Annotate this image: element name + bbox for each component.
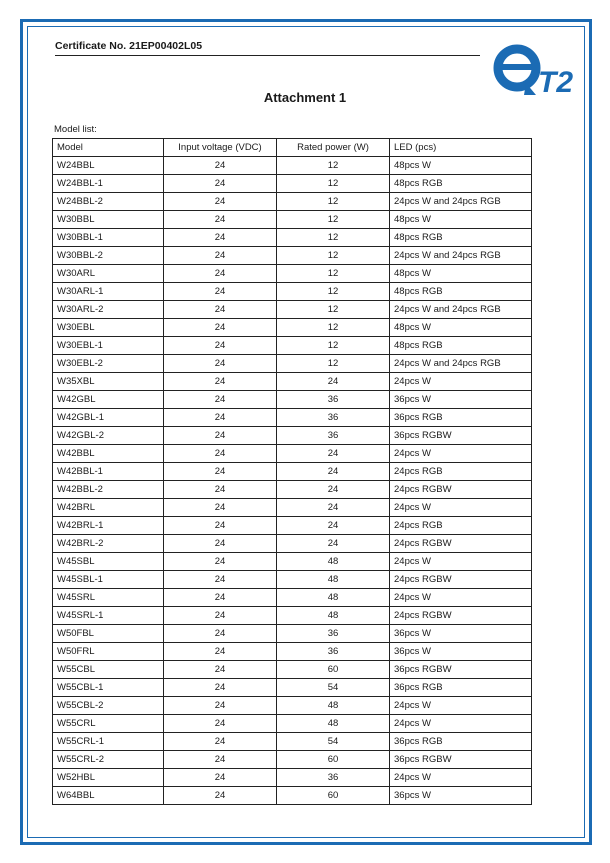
- led-cell: 24pcs W and 24pcs RGB: [390, 247, 532, 265]
- rated-power-cell: 12: [277, 247, 390, 265]
- led-cell: 24pcs W: [390, 445, 532, 463]
- input-voltage-cell: 24: [164, 193, 277, 211]
- input-voltage-cell: 24: [164, 769, 277, 787]
- led-cell: 48pcs RGB: [390, 283, 532, 301]
- led-cell: 36pcs RGB: [390, 679, 532, 697]
- rated-power-cell: 60: [277, 661, 390, 679]
- model-cell: W35XBL: [53, 373, 164, 391]
- table-row: [53, 409, 532, 427]
- rated-power-cell: 24: [277, 373, 390, 391]
- led-cell: 48pcs W: [390, 265, 532, 283]
- model-cell: W24BBL: [53, 157, 164, 175]
- table-row: [53, 157, 532, 175]
- table-row: [53, 751, 532, 769]
- rated-power-cell: 36: [277, 769, 390, 787]
- input-voltage-cell: 24: [164, 697, 277, 715]
- model-cell: W42GBL: [53, 391, 164, 409]
- led-cell: 48pcs W: [390, 157, 532, 175]
- rated-power-cell: 24: [277, 535, 390, 553]
- table-row: [53, 463, 532, 481]
- rated-power-cell: 36: [277, 427, 390, 445]
- table-row: [53, 175, 532, 193]
- model-cell: W30BBL-1: [53, 229, 164, 247]
- rated-power-cell: 48: [277, 571, 390, 589]
- rated-power-cell: 12: [277, 211, 390, 229]
- rated-power-cell: 12: [277, 283, 390, 301]
- model-cell: W30EBL: [53, 319, 164, 337]
- rated-power-cell: 60: [277, 751, 390, 769]
- rated-power-cell: 24: [277, 499, 390, 517]
- page-title: Attachment 1: [263, 90, 347, 105]
- rated-power-cell: 12: [277, 355, 390, 373]
- table-row: [53, 571, 532, 589]
- column-header-led: LED (pcs): [390, 139, 532, 157]
- table-row: [53, 769, 532, 787]
- table-row: [53, 355, 532, 373]
- table-row: [53, 499, 532, 517]
- model-cell: W30ARL-2: [53, 301, 164, 319]
- rated-power-cell: 36: [277, 625, 390, 643]
- led-cell: 24pcs W: [390, 715, 532, 733]
- table-row: [53, 481, 532, 499]
- input-voltage-cell: 24: [164, 445, 277, 463]
- table-row: [53, 229, 532, 247]
- model-cell: W45SRL-1: [53, 607, 164, 625]
- rated-power-cell: 12: [277, 301, 390, 319]
- rated-power-cell: 12: [277, 319, 390, 337]
- input-voltage-cell: 24: [164, 625, 277, 643]
- table-row: [53, 697, 532, 715]
- led-cell: 24pcs RGBW: [390, 535, 532, 553]
- model-cell: W42GBL-1: [53, 409, 164, 427]
- table-header-row: [53, 139, 532, 157]
- model-cell: W45SBL: [53, 553, 164, 571]
- table-row: [53, 193, 532, 211]
- rated-power-cell: 36: [277, 643, 390, 661]
- model-cell: W30ARL-1: [53, 283, 164, 301]
- rated-power-cell: 24: [277, 445, 390, 463]
- input-voltage-cell: 24: [164, 679, 277, 697]
- rated-power-cell: 12: [277, 229, 390, 247]
- input-voltage-cell: 24: [164, 229, 277, 247]
- led-cell: 24pcs W: [390, 499, 532, 517]
- model-cell: W42BRL-2: [53, 535, 164, 553]
- rated-power-cell: 48: [277, 589, 390, 607]
- table-body: [53, 157, 532, 805]
- input-voltage-cell: 24: [164, 175, 277, 193]
- led-cell: 36pcs RGB: [390, 733, 532, 751]
- input-voltage-cell: 24: [164, 427, 277, 445]
- led-cell: 36pcs RGB: [390, 409, 532, 427]
- rated-power-cell: 12: [277, 265, 390, 283]
- table-row: [53, 625, 532, 643]
- table-row: [53, 679, 532, 697]
- input-voltage-cell: 24: [164, 301, 277, 319]
- rated-power-cell: 24: [277, 481, 390, 499]
- led-cell: 24pcs W: [390, 769, 532, 787]
- input-voltage-cell: 24: [164, 481, 277, 499]
- input-voltage-cell: 24: [164, 571, 277, 589]
- input-voltage-cell: 24: [164, 391, 277, 409]
- model-cell: W50FBL: [53, 625, 164, 643]
- column-header-input-voltage: Input voltage (VDC): [164, 139, 277, 157]
- rated-power-cell: 48: [277, 553, 390, 571]
- model-cell: W45SBL-1: [53, 571, 164, 589]
- rated-power-cell: 48: [277, 607, 390, 625]
- table-row: [53, 301, 532, 319]
- led-cell: 48pcs W: [390, 211, 532, 229]
- led-cell: 24pcs RGBW: [390, 481, 532, 499]
- table-row: [53, 517, 532, 535]
- input-voltage-cell: 24: [164, 463, 277, 481]
- input-voltage-cell: 24: [164, 517, 277, 535]
- led-cell: 48pcs RGB: [390, 175, 532, 193]
- table-row: [53, 427, 532, 445]
- table-row: [53, 211, 532, 229]
- input-voltage-cell: 24: [164, 499, 277, 517]
- table-row: [53, 283, 532, 301]
- led-cell: 24pcs W: [390, 697, 532, 715]
- table-row: [53, 391, 532, 409]
- table-row: [53, 319, 532, 337]
- table-row: [53, 661, 532, 679]
- rated-power-cell: 48: [277, 697, 390, 715]
- table-row: [53, 265, 532, 283]
- table-row: [53, 715, 532, 733]
- input-voltage-cell: 24: [164, 751, 277, 769]
- model-cell: W42BBL-1: [53, 463, 164, 481]
- rated-power-cell: 12: [277, 337, 390, 355]
- led-cell: 24pcs W: [390, 553, 532, 571]
- led-cell: 36pcs RGBW: [390, 751, 532, 769]
- input-voltage-cell: 24: [164, 157, 277, 175]
- model-cell: W55CBL-1: [53, 679, 164, 697]
- led-cell: 24pcs W: [390, 589, 532, 607]
- model-cell: W30EBL-2: [53, 355, 164, 373]
- rated-power-cell: 54: [277, 679, 390, 697]
- table-row: [53, 373, 532, 391]
- rated-power-cell: 36: [277, 391, 390, 409]
- input-voltage-cell: 24: [164, 211, 277, 229]
- led-cell: 24pcs W and 24pcs RGB: [390, 355, 532, 373]
- model-cell: W42GBL-2: [53, 427, 164, 445]
- input-voltage-cell: 24: [164, 733, 277, 751]
- column-header-model: Model: [53, 139, 164, 157]
- rated-power-cell: 24: [277, 517, 390, 535]
- input-voltage-cell: 24: [164, 607, 277, 625]
- input-voltage-cell: 24: [164, 787, 277, 805]
- table-row: [53, 787, 532, 805]
- model-table: [52, 138, 532, 805]
- table-row: [53, 445, 532, 463]
- input-voltage-cell: 24: [164, 247, 277, 265]
- model-cell: W24BBL-1: [53, 175, 164, 193]
- model-cell: W24BBL-2: [53, 193, 164, 211]
- rated-power-cell: 48: [277, 715, 390, 733]
- led-cell: 36pcs W: [390, 391, 532, 409]
- input-voltage-cell: 24: [164, 553, 277, 571]
- model-cell: W42BRL-1: [53, 517, 164, 535]
- input-voltage-cell: 24: [164, 355, 277, 373]
- model-cell: W55CRL-2: [53, 751, 164, 769]
- led-cell: 36pcs RGBW: [390, 661, 532, 679]
- led-cell: 24pcs W and 24pcs RGB: [390, 301, 532, 319]
- model-list-label: Model list:: [54, 124, 97, 135]
- input-voltage-cell: 24: [164, 337, 277, 355]
- input-voltage-cell: 24: [164, 265, 277, 283]
- model-cell: W30BBL: [53, 211, 164, 229]
- model-cell: W55CRL: [53, 715, 164, 733]
- table-row: [53, 247, 532, 265]
- table-row: [53, 337, 532, 355]
- model-cell: W42BBL: [53, 445, 164, 463]
- column-header-rated-power: Rated power (W): [277, 139, 390, 157]
- certificate-number: Certificate No. 21EP00402L05: [55, 40, 203, 52]
- model-cell: W55CBL-2: [53, 697, 164, 715]
- table-row: [53, 733, 532, 751]
- rated-power-cell: 12: [277, 157, 390, 175]
- model-cell: W50FRL: [53, 643, 164, 661]
- led-cell: 24pcs RGBW: [390, 571, 532, 589]
- rated-power-cell: 12: [277, 193, 390, 211]
- model-cell: W55CRL-1: [53, 733, 164, 751]
- input-voltage-cell: 24: [164, 283, 277, 301]
- model-cell: W30BBL-2: [53, 247, 164, 265]
- rated-power-cell: 24: [277, 463, 390, 481]
- rated-power-cell: 60: [277, 787, 390, 805]
- input-voltage-cell: 24: [164, 409, 277, 427]
- model-cell: W45SRL: [53, 589, 164, 607]
- table-row: [53, 607, 532, 625]
- led-cell: 36pcs RGBW: [390, 427, 532, 445]
- led-cell: 48pcs RGB: [390, 337, 532, 355]
- input-voltage-cell: 24: [164, 319, 277, 337]
- model-cell: W42BBL-2: [53, 481, 164, 499]
- led-cell: 24pcs RGBW: [390, 607, 532, 625]
- led-cell: 24pcs W and 24pcs RGB: [390, 193, 532, 211]
- model-cell: W30ARL: [53, 265, 164, 283]
- rated-power-cell: 54: [277, 733, 390, 751]
- model-cell: W30EBL-1: [53, 337, 164, 355]
- model-cell: W64BBL: [53, 787, 164, 805]
- header-divider: [55, 55, 480, 56]
- input-voltage-cell: 24: [164, 661, 277, 679]
- table-row: [53, 643, 532, 661]
- logo-text: T2: [538, 66, 574, 99]
- led-cell: 36pcs W: [390, 643, 532, 661]
- model-cell: W52HBL: [53, 769, 164, 787]
- table-row: [53, 553, 532, 571]
- led-cell: 24pcs RGB: [390, 517, 532, 535]
- input-voltage-cell: 24: [164, 535, 277, 553]
- table-row: [53, 589, 532, 607]
- rated-power-cell: 12: [277, 175, 390, 193]
- led-cell: 48pcs RGB: [390, 229, 532, 247]
- rated-power-cell: 36: [277, 409, 390, 427]
- input-voltage-cell: 24: [164, 373, 277, 391]
- led-cell: 24pcs W: [390, 373, 532, 391]
- led-cell: 36pcs W: [390, 625, 532, 643]
- model-cell: W55CBL: [53, 661, 164, 679]
- input-voltage-cell: 24: [164, 589, 277, 607]
- input-voltage-cell: 24: [164, 715, 277, 733]
- led-cell: 24pcs RGB: [390, 463, 532, 481]
- input-voltage-cell: 24: [164, 643, 277, 661]
- led-cell: 36pcs W: [390, 787, 532, 805]
- model-cell: W42BRL: [53, 499, 164, 517]
- table-row: [53, 535, 532, 553]
- led-cell: 48pcs W: [390, 319, 532, 337]
